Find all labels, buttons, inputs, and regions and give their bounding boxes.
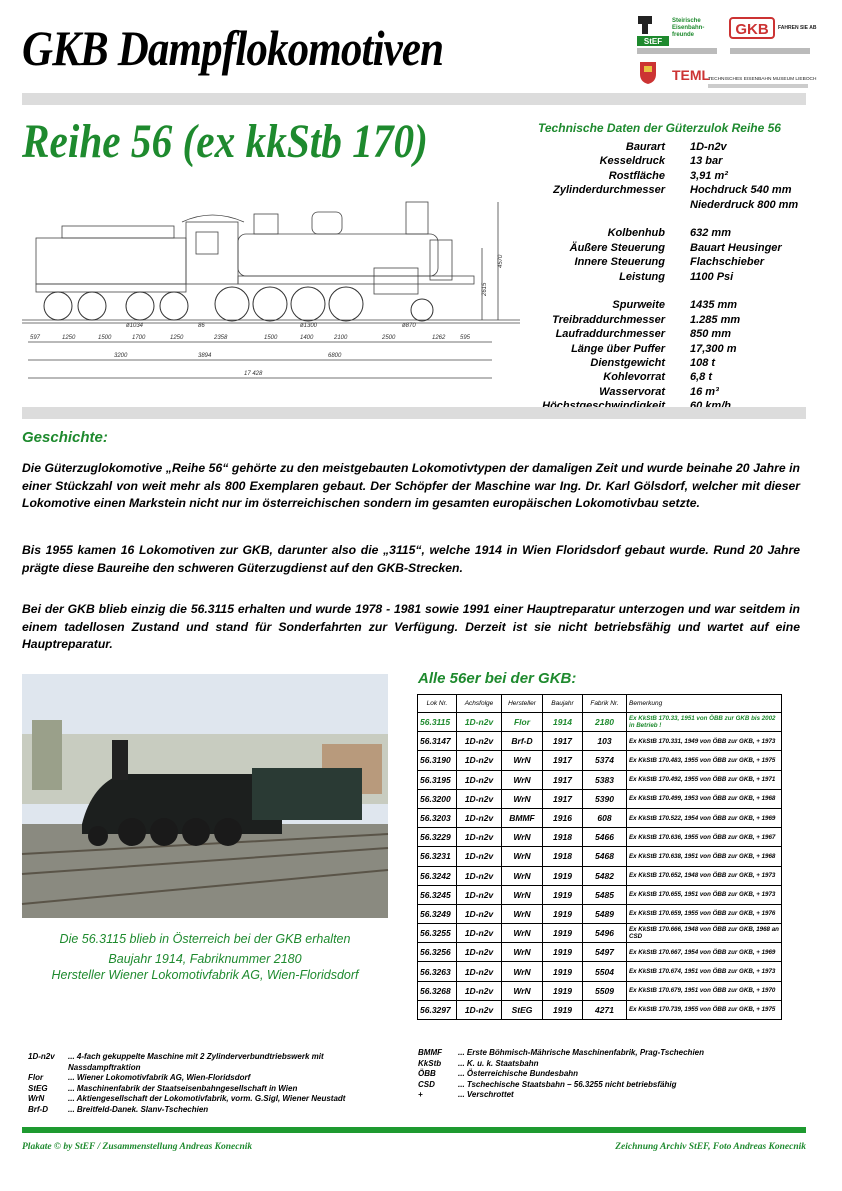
table-cell: 5466 [583,828,627,847]
dimension-label: ø870 [402,323,416,329]
spec-row [530,169,820,183]
legend-value: ... Breitfeld-Danek. Slanv-Tschechien [68,1104,209,1114]
teml-logo-text: TECHNISCHES EISENBAHN MUSEUM LIEBOCH [708,77,817,82]
column-header: Achsfolge [457,695,502,713]
table-cell: Ex KkStB 170.659, 1955 von ÖBB zur GKB, + 1976 [627,904,782,923]
dimension-label: 1250 [170,335,184,341]
dimension-label: 2615 [482,282,488,296]
dimension-label: 1700 [132,335,146,341]
table-row [418,751,782,770]
table-row [418,885,782,904]
spec-label: Länge über Puffer [571,342,665,355]
spec-row [530,370,820,384]
legend-value: ... Erste Böhmisch-Mährische Maschinenfabrik, Prag-Tschechien [458,1048,704,1057]
teml-logo [672,67,817,88]
spec-label: Spurweite [612,299,665,312]
table-cell: 1D-n2v [457,808,502,827]
dimension-label: 595 [460,335,471,341]
table-cell: WrN [502,981,543,1000]
table-cell: 5468 [583,847,627,866]
spec-value: 1.285 mm [690,313,741,326]
spec-value: 6,8 t [690,371,713,384]
table-cell: 56.3203 [418,808,457,827]
table-row [418,866,782,885]
table-cell: 1D-n2v [457,866,502,885]
table-cell: 1D-n2v [457,904,502,923]
svg-text:freunde: freunde [672,32,695,38]
locomotive-drawing [22,188,520,404]
svg-text:Steirische: Steirische [672,18,701,24]
table-row [418,904,782,923]
table-cell: 1919 [543,924,583,943]
table-cell: 1919 [543,962,583,981]
table-cell: WrN [502,770,543,789]
dimension-label: 3200 [114,353,128,359]
logo-group [636,14,817,96]
table-cell: WrN [502,904,543,923]
spec-row [530,313,820,327]
spec-row [530,385,820,399]
legend-item [28,1073,388,1084]
table-cell: 1919 [543,885,583,904]
table-cell: Ex KkStB 170.638, 1951 von ÖBB zur GKB, + 1968 [627,847,782,866]
dimension-label: 2100 [334,335,348,341]
legend-key: BMMF [418,1048,442,1057]
stef-logo [637,16,717,54]
gkb-logo-text: FAHREN SIE AB [778,25,817,31]
legend-key: KkStb [418,1058,442,1068]
spec-value: 16 m³ [690,385,719,398]
table-cell: 4271 [583,1000,627,1019]
spec-row [530,270,820,284]
table-row [418,962,782,981]
photo-caption: Hersteller Wiener Lokomotivfabrik AG, Wien-Floridsdorf [51,968,359,982]
table-cell: 56.3147 [418,732,457,751]
legend-item [418,1059,806,1070]
table-cell: WrN [502,943,543,962]
table-cell: Ex KkStB 170.522, 1954 von ÖBB zur GKB, + 1969 [627,808,782,827]
table-cell: Ex KkStB 170.492, 1955 von ÖBB zur GKB, + 1971 [627,770,782,789]
dimension-label: 1500 [98,335,112,341]
table-cell: WrN [502,847,543,866]
table-row [418,981,782,1000]
dimension-label: 1500 [264,335,278,341]
legend-key: 1D-n2v [28,1052,55,1061]
table-cell: 5390 [583,789,627,808]
table-cell: 1919 [543,866,583,885]
spec-spacer [530,284,820,298]
table-cell: 1D-n2v [457,962,502,981]
table-cell: Ex KkStB 170.331, 1949 von ÖBB zur GKB, + 1973 [627,732,782,751]
column-header: Bemerkung [627,695,782,713]
table-cell: 1918 [543,828,583,847]
legend-value: ... 4-fach gekuppelte Maschine mit 2 Zylinderverbundtriebswerk mit Nassdampftraktion [68,1052,324,1072]
table-cell: WrN [502,962,543,981]
column-header: Hersteller [502,695,543,713]
legend-key: Brf-D [28,1104,48,1114]
spec-spacer [530,212,820,226]
column-header: Fabrik Nr. [583,695,627,713]
table-cell: Flor [502,713,543,732]
spec-label: Kesseldruck [599,155,665,168]
coat-of-arms-icon [640,62,656,84]
dimension-label: 2500 [382,335,396,341]
spec-label: Rostfläche [608,169,665,182]
table-cell: 1D-n2v [457,713,502,732]
table-cell: 56.3231 [418,847,457,866]
table-title: Alle 56er bei der GKB: [418,670,577,687]
table-cell: 5496 [583,924,627,943]
table-cell: 5383 [583,770,627,789]
legend-item [28,1052,388,1073]
table-cell: 2180 [583,713,627,732]
dimension-label: 3894 [198,353,212,359]
spec-value: 1D-n2v [690,141,727,153]
spec-row [530,298,820,312]
table-cell: WrN [502,885,543,904]
table-cell: Ex KkStB 170.679, 1951 von ÖBB zur GKB, + 1970 [627,981,782,1000]
legend-value: ... Tschechische Staatsbahn – 56.3255 nicht betriebsfähig [458,1079,677,1089]
table-cell: Ex KkStB 170.33, 1951 von ÖBB zur GKB bis 2002 in Betrieb ! [627,713,782,732]
legend-value: ... Verschrottet [458,1090,514,1099]
table-cell: Ex KkStB 170.483, 1955 von ÖBB zur GKB, + 1975 [627,751,782,770]
history-title: Geschichte: [22,429,108,446]
table-cell: WrN [502,866,543,885]
table-cell: 5374 [583,751,627,770]
spec-label: Zylinderdurchmesser [553,184,665,197]
spec-value: Flachschieber [690,256,764,269]
table-cell: WrN [502,789,543,808]
spec-value: Hochdruck 540 mm [690,184,792,197]
legend-item [418,1069,806,1080]
table-cell: 1D-n2v [457,732,502,751]
spec-label: Laufraddurchmesser [555,328,665,341]
locomotive-drawing-svg [22,188,520,404]
spec-value: Bauart Heusinger [690,241,782,254]
legend-key: CSD [418,1079,435,1089]
spec-label: Wasservorat [599,385,665,398]
spec-value: 17,300 m [690,342,737,355]
footer-credit-right: Zeichnung Archiv StEF, Foto Andreas Konecnik [615,1142,806,1152]
table-cell: 1D-n2v [457,847,502,866]
gkb-logo [730,18,817,54]
spec-row [530,226,820,240]
dimension-label: 2358 [214,335,228,341]
legend-key: ÖBB [418,1069,436,1078]
table-row [418,847,782,866]
table-cell: Ex KkStB 170.666, 1948 von ÖBB zur GKB, 1968 an CSD [627,924,782,943]
legend-key: + [418,1090,423,1099]
table-cell: 56.3190 [418,751,457,770]
table-cell: 56.3268 [418,981,457,1000]
spec-row [530,255,820,269]
dimension-label: 1250 [62,335,76,341]
table-cell: Ex KkStB 170.636, 1955 von ÖBB zur GKB, + 1967 [627,828,782,847]
spec-row [530,154,820,168]
table-cell: 5509 [583,981,627,1000]
table-cell: 1919 [543,981,583,1000]
table-cell: 1919 [543,904,583,923]
spec-value: 850 mm [690,328,731,341]
spec-value: Niederdruck 800 mm [690,198,799,211]
table-cell: 56.3229 [418,828,457,847]
history-paragraph: Bei der GKB blieb einzig die 56.3115 erhalten und wurde 1978 - 1981 sowie 1991 einer Hauptreparatur unterzogen und war seitdem in einem tadellosen Zustand und stand für Sonderfahrten zur Verfügung. Derzeit ist sie nicht betriebsfähig und wartet auf eine Hauptreparatur. [22,602,800,651]
photo-caption: Baujahr 1914, Fabriknummer 2180 [108,952,302,966]
history-paragraph: Bis 1955 kamen 16 Lokomotiven zur GKB, darunter also die „3115“, welche 1914 in Wien Floridsdorf gebaut wurde. Rund 20 Jahre prägte diese Baureihe den schweren Güterzugdienst auf den GKB-Strecken. [22,543,800,575]
legend-item [418,1080,806,1091]
table-cell: 1D-n2v [457,885,502,904]
legend-right [418,1048,806,1101]
photo-caption: Die 56.3115 blieb in Österreich bei der GKB erhalten [59,932,351,946]
spec-label: Kohlevorrat [603,371,665,384]
table-cell: 56.3115 [418,713,457,732]
spec-row [530,198,820,212]
footer-credit-left: Plakate © by StEF / Zusammenstellung Andreas Konecnik [22,1142,253,1152]
table-cell: Brf-D [502,732,543,751]
spec-value: 632 mm [690,227,731,240]
dimension-label: 1262 [432,335,446,341]
spec-row [530,356,820,370]
legend-item [28,1084,388,1095]
table-cell: 1919 [543,1000,583,1019]
legend-key: StEG [28,1083,48,1093]
table-cell: 1D-n2v [457,789,502,808]
table-cell: 1918 [543,847,583,866]
spec-value: 3,91 m² [690,169,728,182]
logos-graphic [636,14,817,96]
table-cell: 5482 [583,866,627,885]
dimension-label: 4570 [498,254,504,268]
table-cell: 56.3255 [418,924,457,943]
section-divider [22,407,806,419]
table-cell: 1914 [543,713,583,732]
table-row [418,943,782,962]
spec-row [530,241,820,255]
section-title: Reihe 56 (ex kkStb 170) [22,115,428,168]
spec-value: 13 bar [690,155,723,168]
spec-label: Kolbenhub [607,227,665,240]
table-cell: 56.3245 [418,885,457,904]
spec-value: 108 t [690,357,716,370]
table-cell: 1D-n2v [457,828,502,847]
table-cell: BMMF [502,808,543,827]
table-row [418,924,782,943]
tech-data-table [530,140,820,414]
table-cell: 56.3249 [418,904,457,923]
legend-left [28,1052,388,1115]
page-title: GKB Dampflokomotiven [22,20,444,76]
table-cell: WrN [502,751,543,770]
locomotive-photo [22,674,388,918]
dimension-label: ø1300 [300,323,318,329]
table-cell: 1919 [543,943,583,962]
legend-item [418,1048,806,1059]
spec-row [530,327,820,341]
table-cell: 56.3200 [418,789,457,808]
table-cell: 103 [583,732,627,751]
table-row [418,1000,782,1019]
table-cell: 1D-n2v [457,943,502,962]
table-cell: 5504 [583,962,627,981]
table-cell: 5489 [583,904,627,923]
legend-value: ... Maschinenfabrik der Staatseisenbahngesellschaft in Wien [68,1083,298,1093]
spec-value: 1435 mm [690,299,738,312]
table-cell: Ex KkStB 170.739, 1955 von ÖBB zur GKB, + 1975 [627,1000,782,1019]
legend-key: WrN [28,1094,45,1103]
legend-value: ... Wiener Lokomotivfabrik AG, Wien-Floridsdorf [68,1073,251,1082]
table-cell: 56.3256 [418,943,457,962]
locomotive-table [417,694,782,1020]
table-cell: 608 [583,808,627,827]
spec-row [530,342,820,356]
history-paragraph: Die Güterzuglokomotive „Reihe 56“ gehörte zu den meistgebauten Lokomotivtypen der damaligen Zeit und wurde beinahe 20 Jahre in einer Stückzahl von weit mehr als 800 Exemplaren gebaut. Der Schöpfer der Maschine war Ing. Dr. Karl Gölsdorf, welcher mit dieser Lokomotive einen Markstein nicht nur im österreichischen sondern im gesamten europäischen Lokomotivbau setzte. [22,461,800,510]
spec-row [530,140,820,154]
legend-item [418,1090,806,1101]
table-row [418,713,782,732]
table-cell: 1916 [543,808,583,827]
table-cell: 56.3195 [418,770,457,789]
table-cell: Ex KkStB 170.499, 1953 von ÖBB zur GKB, + 1968 [627,789,782,808]
spec-label: Innere Steuerung [574,256,665,269]
table-cell: 1917 [543,751,583,770]
spec-label: Dienstgewicht [590,357,665,370]
legend-item [28,1105,388,1116]
column-header: Lok Nr. [418,695,457,713]
tech-data-title: Technische Daten der Güterzulok Reihe 56 [538,121,781,135]
table-cell: 1917 [543,770,583,789]
table-cell: 1917 [543,789,583,808]
table-cell: Ex KkStB 170.655, 1951 von ÖBB zur GKB, + 1973 [627,885,782,904]
table-row [418,732,782,751]
table-cell: Ex KkStB 170.674, 1951 von ÖBB zur GKB, + 1973 [627,962,782,981]
table-cell: 56.3242 [418,866,457,885]
table-cell: Ex KkStB 170.667, 1954 von ÖBB zur GKB, + 1969 [627,943,782,962]
dimension-label: 1400 [300,335,314,341]
spec-value: 1100 Psi [690,270,734,283]
dimension-label: 17 428 [244,371,263,377]
locomotive-photo-svg [22,674,388,918]
spec-row [530,183,820,197]
legend-value: ... Österreichische Bundesbahn [458,1069,579,1078]
spec-label [530,198,690,212]
stef-logo-abbr: StEF [643,37,663,46]
table-cell: WrN [502,828,543,847]
spec-label: Baurart [625,141,665,153]
spec-label: Leistung [619,270,665,283]
table-header-row [418,695,782,713]
teml-logo-abbr: TEML [672,67,711,83]
table-cell: 1917 [543,732,583,751]
column-header: Baujahr [543,695,583,713]
legend-value: ... Aktiengesellschaft der Lokomotivfabrik, vorm. G.Sigl, Wiener Neustadt [68,1094,346,1103]
dimension-label: ø1034 [126,323,144,329]
table-cell: 1D-n2v [457,981,502,1000]
table-cell: 5485 [583,885,627,904]
legend-value: ... K. u. k. Staatsbahn [458,1058,539,1068]
footer-divider [22,1127,806,1133]
table-cell: 56.3263 [418,962,457,981]
table-cell: WrN [502,924,543,943]
table-cell: 1D-n2v [457,924,502,943]
table-cell: Ex KkStB 170.652, 1948 von ÖBB zur GKB, + 1973 [627,866,782,885]
table-row [418,808,782,827]
table-cell: StEG [502,1000,543,1019]
table-cell: 5497 [583,943,627,962]
table-cell: 1D-n2v [457,1000,502,1019]
table-cell: 56.3297 [418,1000,457,1019]
svg-text:Eisenbahn-: Eisenbahn- [672,25,705,31]
table-cell: 1D-n2v [457,751,502,770]
dimension-label: 6800 [328,353,342,359]
dimension-label: 597 [30,335,41,341]
table-row [418,770,782,789]
dimension-label: 86 [198,323,205,329]
legend-key: Flor [28,1073,44,1082]
gkb-logo-abbr: GKB [735,21,769,38]
spec-label: Treibraddurchmesser [552,313,665,326]
legend-item [28,1094,388,1105]
table-cell: 1D-n2v [457,770,502,789]
table-row [418,789,782,808]
table-row [418,828,782,847]
spec-label: Äußere Steuerung [569,241,665,254]
